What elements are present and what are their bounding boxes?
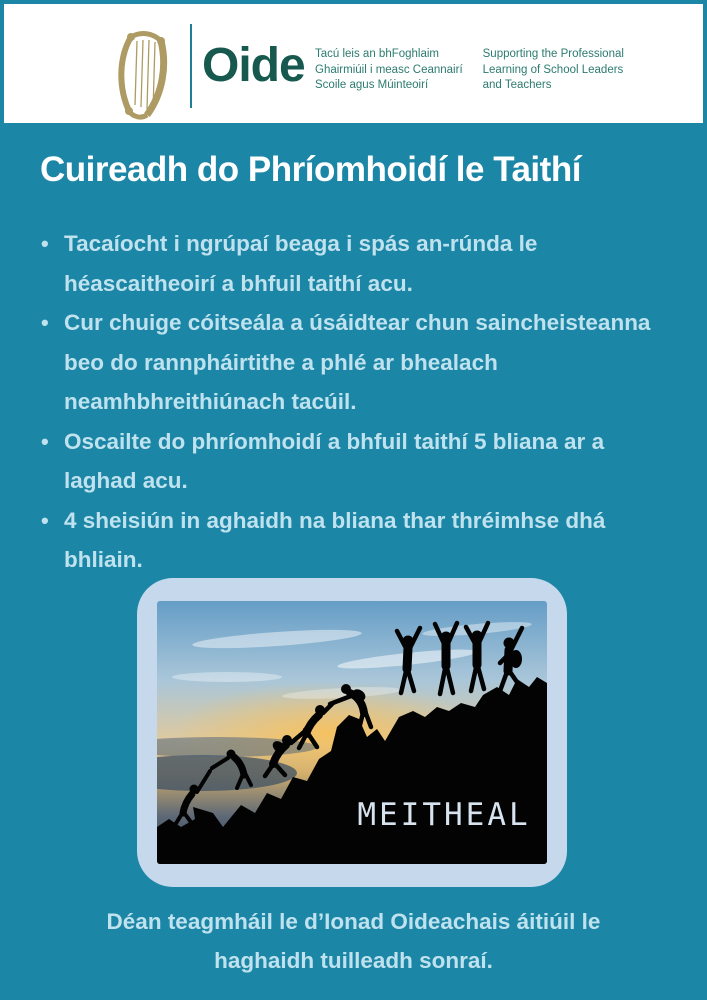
tagline-irish-line: Ghairmiúil i measc Ceannairí — [315, 63, 463, 76]
tagline-english-line: Supporting the Professional — [482, 48, 624, 60]
page-title: Cuireadh do Phríomhoidí le Taithí — [40, 150, 581, 189]
bullet-line: bhliain. — [64, 547, 143, 572]
contact-text — [0, 902, 707, 980]
tagline-english-line: and Teachers — [482, 79, 552, 91]
bullet-list — [40, 224, 650, 580]
bullet-line: • Cur chuige cóitseála a úsáidtear chun saincheisteanna — [64, 310, 651, 335]
bullet-item — [40, 224, 650, 303]
bullet-line: • Tacaíocht i ngrúpaí beaga i spás an-rúnda le — [64, 231, 538, 256]
harp-icon — [117, 30, 169, 120]
header — [4, 4, 703, 123]
photo-card — [137, 578, 567, 887]
brand-wordmark: Oide — [202, 39, 305, 92]
bullet-item — [40, 501, 650, 580]
brand-divider — [190, 24, 192, 108]
tagline-english-line: Learning of School Leaders — [482, 63, 624, 76]
bullet-line: • Oscailte do phríomhoidí a bhfuil taithí 5 bliana ar a — [64, 428, 605, 454]
bullet-line: • 4 sheisiún in aghaidh na bliana thar thréimhse dhá — [64, 507, 606, 533]
contact-line: haghaidh tuilleadh sonraí. — [214, 948, 493, 973]
bullet-item — [40, 422, 650, 501]
bullet-line: laghad acu. — [64, 468, 188, 493]
bullet-item — [40, 303, 650, 422]
taglines — [315, 47, 624, 94]
climbers-sunset-photo — [157, 601, 547, 864]
bullet-line: héascaitheoirí a bhfuil taithí acu. — [64, 270, 413, 296]
bullet-line: beo do rannpháirtithe a phlé ar bhealach — [64, 349, 498, 375]
photo-caption: MEITHEAL — [357, 797, 531, 833]
tagline-irish-line: Scoile agus Múinteoirí — [315, 79, 429, 91]
bullet-line: neamhbhreithiúnach tacúil. — [64, 389, 357, 414]
tagline-irish — [315, 47, 463, 94]
tagline-english — [483, 47, 624, 94]
tagline-irish-line: Tacú leis an bhFoghlaim — [315, 48, 440, 60]
contact-line: Déan teagmháil le d’Ionad Oideachais áitiúil le — [106, 909, 601, 934]
